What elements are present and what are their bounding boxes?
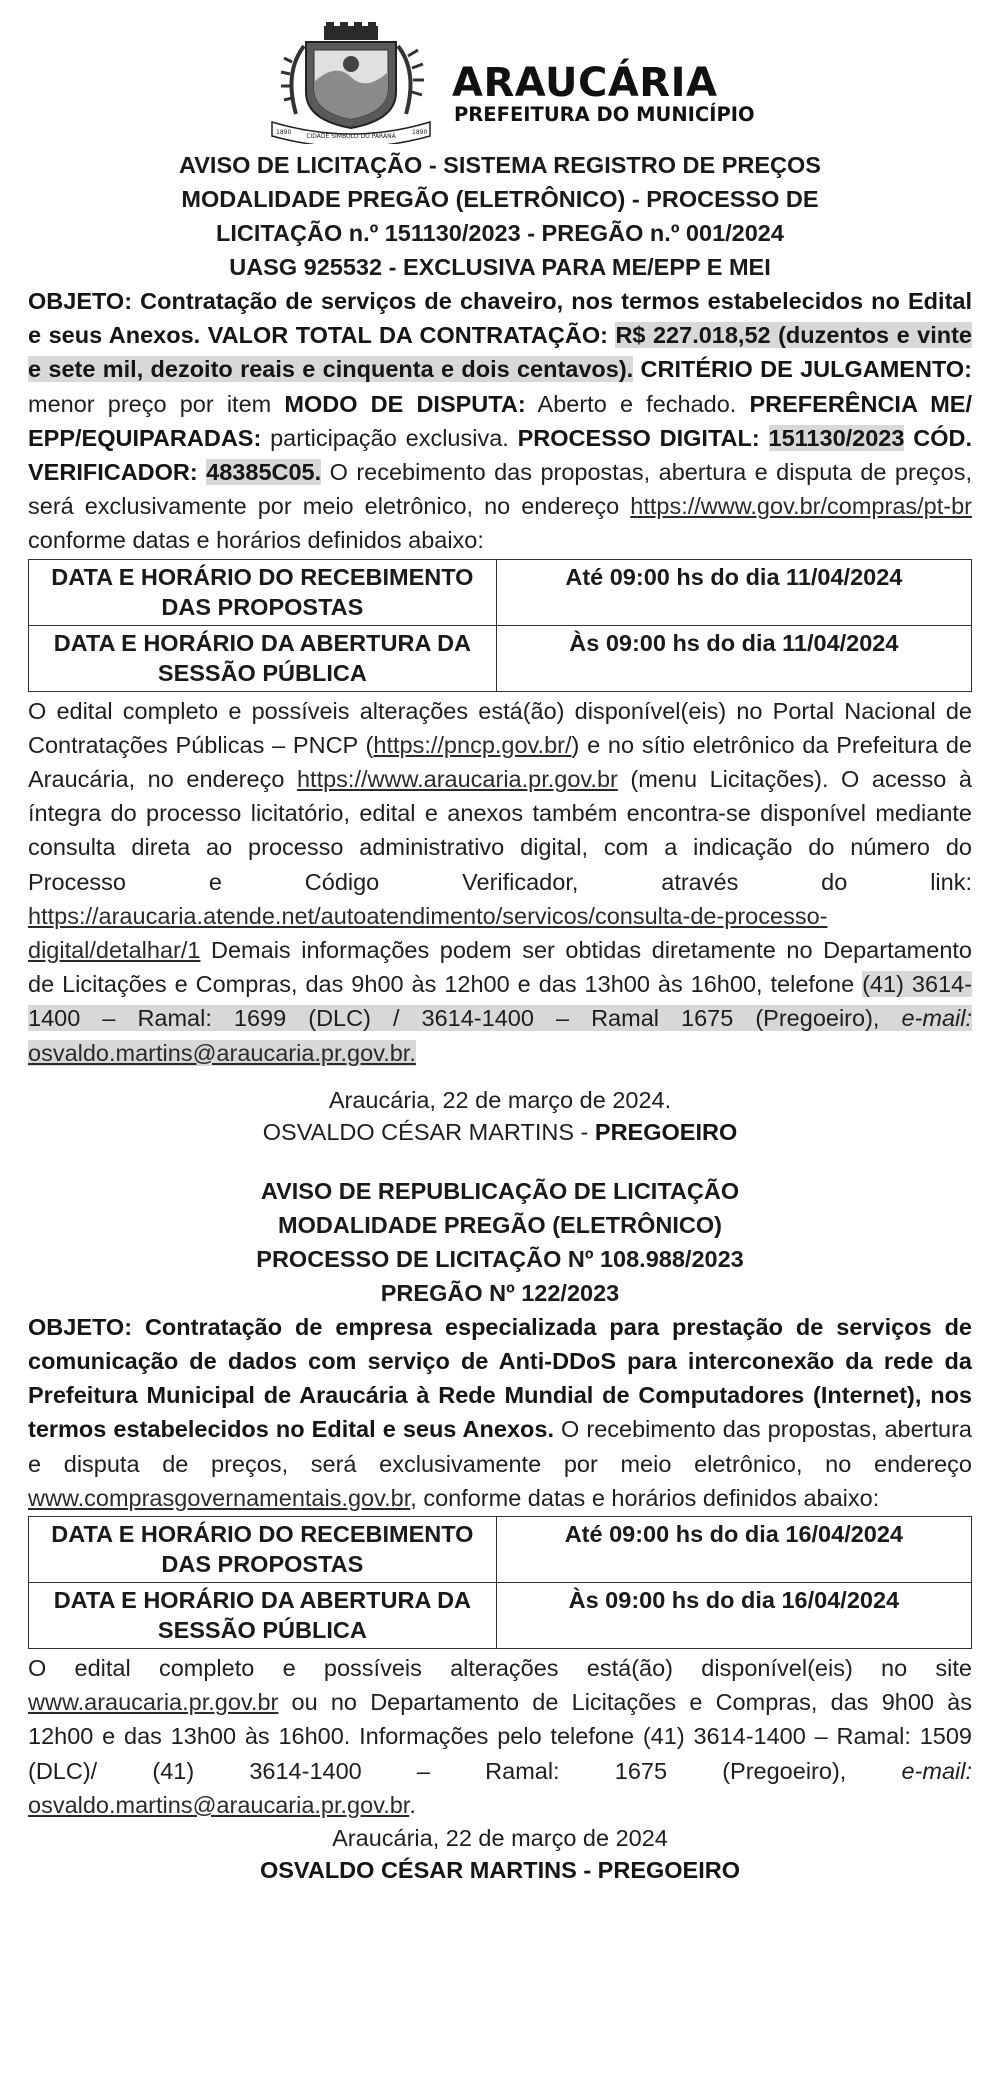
disputa-label: MODO DE DISPUTA:: [284, 390, 526, 417]
title-line: MODALIDADE PREGÃO (ELETRÔNICO) - PROCESSO DE: [181, 186, 819, 212]
phone-text: (41) 3614-1400 – Ramal: 1699 (DLC) / 3614-1400 – Ramal 1675 (Pregoeiro),: [28, 971, 972, 1032]
table-row: [29, 559, 972, 625]
disputa-text: Aberto e fechado.: [525, 390, 750, 417]
notice-2-body: [28, 1310, 972, 1515]
objeto-label: OBJETO:: [28, 1313, 133, 1340]
pncp-link[interactable]: https://pncp.gov.br/: [373, 731, 572, 758]
criterio-text: menor preço por item: [28, 390, 285, 417]
criterio-label: CRITÉRIO DE JULGAMENTO:: [633, 356, 972, 383]
email-label: e-mail:: [846, 1757, 972, 1784]
email-link[interactable]: osvaldo.martins@araucaria.pr.gov.br.: [28, 1039, 416, 1066]
codigo-label: CÓD. VERIFICADOR:: [28, 424, 973, 486]
signer-role: PREGOEIRO: [594, 1118, 738, 1145]
objeto-text: Contratação de empresa especializada para prestação de serviços de comunicação de dados com serviço de Anti-DDoS para interconexão da rede da Prefeitura Municipal de Araucária à Rede Mundial de Computadores (Internet), nos termos estabelecidos no Edital e seus Anexos.: [28, 1313, 972, 1443]
table-row: [29, 1583, 972, 1649]
table-label-cell: DATA E HORÁRIO DA ABERTURA DA SESSÃO PÚBLICA: [29, 1583, 497, 1649]
brand: [452, 62, 755, 126]
title-line: MODALIDADE PREGÃO (ELETRÔNICO): [278, 1211, 722, 1238]
recebimento-tail: conforme datas e horários definidos abaixo:: [28, 527, 484, 554]
valor-text: R$ 227.018,52 (duzentos e vinte e sete mil, dezoito reais e cinquenta e dois centavos).: [28, 322, 972, 383]
preferencia-text: participação exclusiva.: [261, 424, 518, 451]
notice-1-edital-paragraph: [28, 694, 972, 1070]
svg-text:1890: 1890: [276, 129, 292, 136]
table-label-cell: DATA E HORÁRIO DO RECEBIMENTO DAS PROPOSTAS: [29, 1517, 497, 1583]
email-label: e-mail:: [879, 1005, 972, 1032]
table-label-cell: DATA E HORÁRIO DO RECEBIMENTO DAS PROPOSTAS: [29, 559, 497, 625]
notice-1-body: [28, 284, 972, 558]
edital-text: O edital completo e possíveis alterações está(ão) disponível(eis) no Portal Nacional de Contratações Públicas – PNCP (: [28, 697, 972, 758]
processo-label: PROCESSO DIGITAL:: [517, 424, 769, 451]
title-line: AVISO DE REPUBLICAÇÃO DE LICITAÇÃO: [260, 1177, 740, 1204]
araucaria-site-link[interactable]: https://www.araucaria.pr.gov.br: [296, 766, 618, 793]
notice-2-dates-table: [28, 1516, 972, 1649]
signer-name: OSVALDO CÉSAR MARTINS -: [262, 1118, 595, 1145]
edital-text: Demais informações podem ser obtidas diretamente no Departamento de Licitações e Compras, das 9h00 às 12h00 e das 13h00 às 16h00, telefone: [28, 937, 972, 998]
city-crest-logo: [266, 22, 436, 144]
notice-2-date: Araucária, 22 de março de 2024: [332, 1825, 668, 1852]
brand-name: ARAUCÁRIA: [452, 60, 718, 106]
title-line: PROCESSO DE LICITAÇÃO Nº 108.988/2023: [256, 1245, 744, 1272]
email-tail: .: [409, 1791, 416, 1818]
edital-text: ou no Departamento de Licitações e Compras, das 9h00 às 12h00 e das 13h00 às 16h00. Informações pelo telefone (41) 3614-1400 – Ramal: 1509 (DLC)/ (41) 3614-1400 – Ramal: 1675 (Pregoeiro),: [28, 1689, 972, 1784]
edital-text: O edital completo e possíveis alterações está(ão) disponível(eis) no site: [28, 1655, 972, 1682]
notice-2-title: [28, 1174, 972, 1310]
title-line: PREGÃO Nº 122/2023: [380, 1279, 620, 1306]
table-value-cell: Às 09:00 hs do dia 11/04/2024: [496, 625, 971, 691]
notice-1: [28, 148, 972, 1148]
notice-1-dates-table: [28, 559, 972, 692]
table-label-cell: DATA E HORÁRIO DA ABERTURA DA SESSÃO PÚBLICA: [29, 625, 497, 691]
title-line: LICITAÇÃO n.º 151130/2023 - PREGÃO n.º 001/2024: [216, 220, 784, 246]
svg-text:1890: 1890: [412, 129, 428, 136]
recebimento-text: O recebimento das propostas, abertura e disputa de preços, será exclusivamente por meio eletrônico, no endereço: [28, 459, 972, 520]
email-link[interactable]: osvaldo.martins@araucaria.pr.gov.br: [28, 1791, 410, 1818]
recebimento-text: O recebimento das propostas, abertura e disputa de preços, será exclusivamente por meio eletrônico, no endereço: [28, 1416, 972, 1477]
notice-2: [28, 1174, 972, 1886]
edital-text: (menu Licitações). O acesso à íntegra do processo licitatório, edital e anexos também encontra-se disponível mediante consulta direta ao processo administrativo digital, com a indicação do número do Processo e Código Verificador, através do link:: [28, 766, 973, 895]
processo-digital-link[interactable]: https://araucaria.atende.net/autoatendimento/servicos/consulta-de-processo-digital/detalhar/1: [28, 902, 828, 964]
araucaria-site-link[interactable]: www.araucaria.pr.gov.br: [28, 1689, 279, 1716]
processo-value: 151130/2023: [768, 424, 905, 451]
codigo-value: 48385C05.: [206, 459, 322, 486]
svg-text:CIDADE SÍMBOLO DO PARANÁ: CIDADE SÍMBOLO DO PARANÁ: [306, 133, 396, 140]
objeto-label: OBJETO:: [28, 288, 133, 314]
comprasgovernamentais-link[interactable]: www.comprasgovernamentais.gov.br: [28, 1484, 411, 1511]
objeto-text: Contratação de serviços de chaveiro, nos termos estabelecidos no Edital e seus Anexos.: [28, 288, 972, 349]
notice-1-title: [28, 148, 972, 284]
brand-subtitle: PREFEITURA DO MUNICÍPIO: [454, 103, 755, 126]
title-line: AVISO DE LICITAÇÃO - SISTEMA REGISTRO DE PREÇOS: [179, 152, 821, 178]
recebimento-tail: , conforme datas e horários definidos abaixo:: [410, 1484, 880, 1511]
valor-label: VALOR TOTAL DA CONTRATAÇÃO:: [200, 322, 616, 349]
notice-2-signature: [28, 1854, 972, 1886]
table-value-cell: Até 09:00 hs do dia 11/04/2024: [496, 559, 971, 625]
header: [28, 0, 972, 148]
signer: OSVALDO CÉSAR MARTINS - PREGOEIRO: [259, 1857, 741, 1884]
table-row: [29, 1517, 972, 1583]
table-value-cell: Às 09:00 hs do dia 16/04/2024: [496, 1583, 971, 1649]
notice-1-signature: [28, 1116, 972, 1148]
table-value-cell: Até 09:00 hs do dia 16/04/2024: [496, 1517, 971, 1583]
notice-1-date: Araucária, 22 de março de 2024.: [328, 1086, 672, 1113]
title-line: UASG 925532 - EXCLUSIVA PARA ME/EPP E MEI: [229, 254, 771, 280]
edital-text: ) e no sítio eletrônico da Prefeitura de Araucária, no endereço: [28, 731, 972, 793]
table-row: [29, 625, 972, 691]
preferencia-label: PREFERÊNCIA ME/ EPP/EQUIPARADAS:: [28, 390, 972, 451]
compras-link[interactable]: https://www.gov.br/compras/pt-br: [630, 493, 972, 520]
notice-2-edital-paragraph: [28, 1651, 972, 1822]
